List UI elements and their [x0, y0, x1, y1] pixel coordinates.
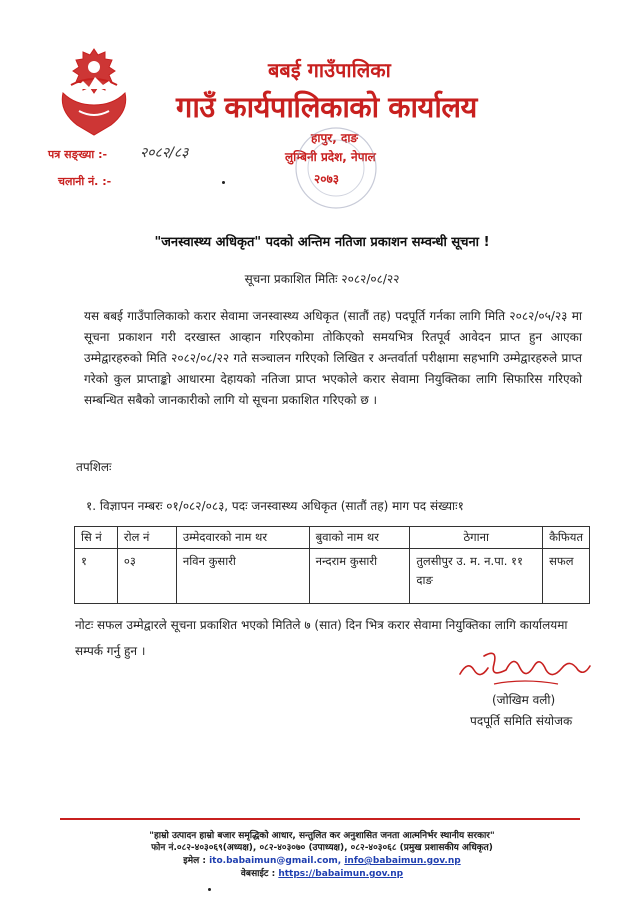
cell-remarks: सफल [543, 549, 590, 604]
email-link-primary[interactable]: ito.babaimun@gmail.com, [209, 856, 342, 866]
ink-dot [222, 181, 225, 184]
signature [454, 644, 594, 694]
dispatch-number-label: चलानी नं. :- [58, 175, 112, 188]
col-roll: रोल नं [117, 527, 176, 549]
footer-slogan: "हाम्रो उत्पादन हाम्रो बजार समृद्धिको आधार, सन्तुलित कर अनुशासित जनता आत्मनिर्भर स्थानीय सरकार" [149, 831, 495, 841]
letter-number-label: पत्र सङ्ख्या :- [48, 148, 108, 161]
col-father-name: बुवाको नाम थर [309, 527, 410, 549]
establishment-year: २०७३ [314, 172, 339, 186]
cell-serial: १ [75, 549, 118, 604]
col-serial: सि नं [75, 527, 118, 549]
cell-father-name: नन्दराम कुसारी [309, 549, 410, 604]
cell-roll: ०३ [117, 549, 176, 604]
details-label: तपशिलः [76, 460, 112, 474]
notice-title: "जनस्वास्थ्य अधिकृत" पदको अन्तिम नतिजा प्रकाशन सम्वन्धी सूचना ! [154, 235, 490, 250]
municipality-emblem [55, 45, 133, 140]
letter-number-value: २०८२/८३ [140, 145, 189, 161]
office-location: हापुर, दाङ [311, 131, 359, 145]
footer-email-label: इमेल : [183, 856, 206, 866]
published-date: सूचना प्रकाशित मितिः २०८२/०८/२२ [244, 272, 400, 286]
footer-website [0, 866, 644, 879]
signatory-title: पदपूर्ति समिति संयोजक [470, 714, 573, 728]
col-remarks: कैफियत [543, 527, 590, 549]
cell-candidate-name: नविन कुसारी [176, 549, 309, 604]
cell-address: तुलसीपुर उ. म. न.पा. ११ दाङ [410, 549, 543, 604]
footer-website-label: वेबसाईट : [240, 869, 276, 879]
advertisement-line: १. विज्ञापन नम्बरः ०१/०८२/०८३, पदः जनस्वास्थ्य अधिकृत (सातौं तह) माग पद संख्याः१ [86, 499, 464, 513]
office-stamp [290, 122, 382, 214]
ink-dot [208, 888, 211, 891]
note-text: नोटः सफल उम्मेद्वारले सूचना प्रकाशित भएको मितिले ७ (सात) दिन भित्र करार सेवामा नियुक्तिका लागि कार्यालयमा सम्पर्क गर्नु हुन । [75, 618, 568, 658]
table-row [75, 549, 590, 604]
col-address: ठेगाना [410, 527, 543, 549]
notice-body: यस बबई गाउँपालिकाको करार सेवामा जनस्वास्थ्य अधिकृत (सातौं तह) पदपूर्ति गर्नका लागि मिति २०८२/०५/२३ मा सूचना प्रकाशन गरी दरखास्त आव्हान गरिएकोमा तोकिएको समयभित्र रितपूर्व आवेदन प्राप्त हुन आएका उम्मेद्वारहरुको मिति २०८२/०८/२२ गते सञ्चालन गरिएको लिखित र अन्तर्वार्ता परीक्षामा सहभागि उम्मेद्वारहरुले प्राप्त गरेको कुल प्राप्ताङ्को आधारमा देहायको नतिजा प्राप्त भएकोले करार सेवामा नियुक्तिका लागि सिफारिस गरिएको सम्बन्धित सबैको जानकारीको लागि यो सूचना प्रकाशित गरिएको छ । [84, 309, 582, 407]
office-name: गाउँ कार्यपालिकाको कार्यालय [176, 90, 477, 124]
footer-email [0, 853, 644, 866]
col-candidate-name: उम्मेदवारको नाम थर [176, 527, 309, 549]
footer-divider [60, 818, 580, 820]
table-header-row [75, 527, 590, 549]
result-table [74, 526, 590, 604]
province-name: लुम्बिनी प्रदेश, नेपाल [285, 150, 376, 164]
website-link[interactable]: https://babaimun.gov.np [278, 869, 404, 879]
footer-phone: फोन नं.०८२-४०३०६९(अध्यक्ष), ०८२-४०३०७० (उपाध्यक्ष), ०८२-४०३०६८ (प्रमुख प्रशासकीय अधिकृत) [151, 843, 493, 853]
email-link-info[interactable]: info@babaimun.gov.np [344, 856, 461, 866]
signatory-name: (जोखिम वली) [492, 693, 556, 707]
municipality-name: बबई गाउँपालिका [268, 58, 391, 82]
